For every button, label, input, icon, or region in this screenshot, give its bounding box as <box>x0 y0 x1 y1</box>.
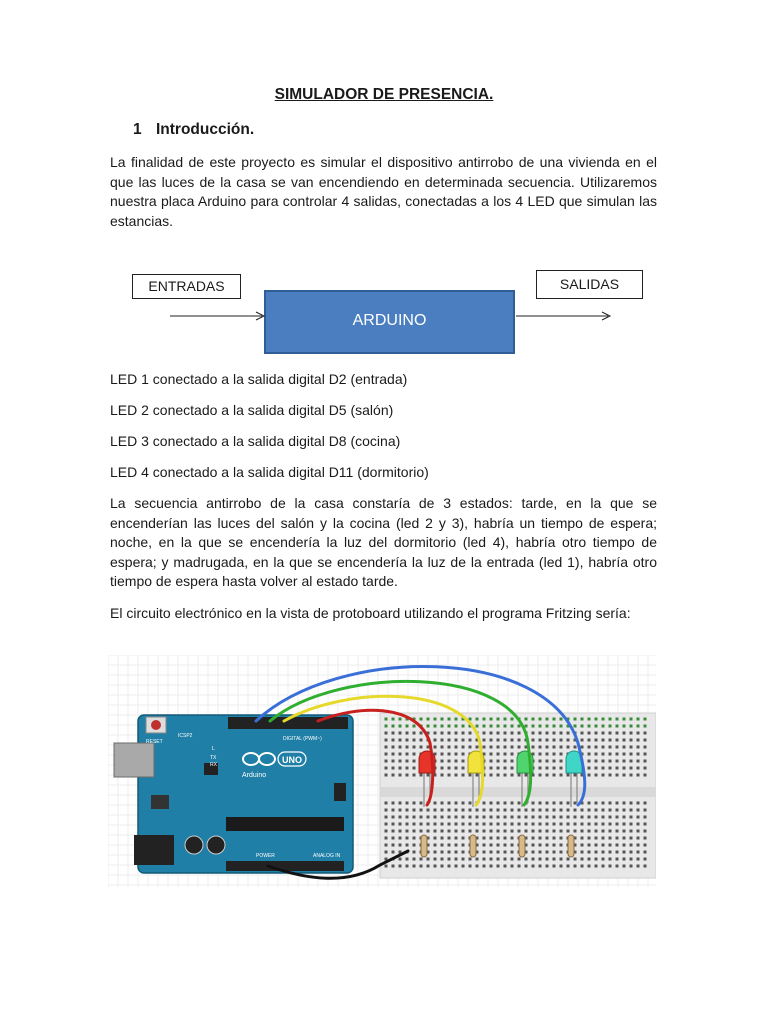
resistor-4 <box>568 835 574 857</box>
led-line-2: LED 2 conectado a la salida digital D5 (salón) <box>110 402 394 418</box>
resistor-3 <box>519 835 525 857</box>
crystal <box>151 795 169 809</box>
icsp-header <box>334 783 346 801</box>
sequence-paragraph: La secuencia antirrobo de la casa constaría de 3 estados: tarde, en la que se encenderían las luces del salón y la cocina (led 2 y 3), habría un tiempo de espera; noche, en la que se encendería la luz del dormitorio (led 4), habría otro tiempo de espera; y madrugada, en la que se encendería la luz de la entrada (led 1), habría otro tiempo de espera hasta volver al estado tarde. <box>110 495 657 590</box>
uno-logo-text: UNO <box>282 755 302 765</box>
section-heading <box>133 121 254 139</box>
outputs-box: SALIDAS <box>536 270 643 299</box>
tx-label: TX <box>210 755 217 761</box>
breadboard-figure <box>108 655 656 887</box>
document-title: SIMULADOR DE PRESENCIA. <box>274 86 494 103</box>
led-line-1: LED 1 conectado a la salida digital D2 (entrada) <box>110 371 408 387</box>
icsp-label: ICSP2 <box>178 733 193 739</box>
arduino-brand-text: Arduino <box>242 772 267 779</box>
analog-label: ANALOG IN <box>313 853 341 859</box>
power-jack <box>134 835 174 865</box>
section-number: 1 <box>133 121 142 138</box>
l-label: L <box>212 746 215 752</box>
inputs-box: ENTRADAS <box>132 274 241 299</box>
reset-button-cap <box>151 720 161 730</box>
led-line-4: LED 4 conectado a la salida digital D11 (dormitorio) <box>110 464 429 480</box>
digital-label: DIGITAL (PWM~) <box>283 736 322 742</box>
intro-paragraph: La finalidad de este proyecto es simular el dispositivo antirrobo de una vivienda en el que las luces de la casa se van encendiendo en determinada secuencia. Utilizaremos nuestra placa Arduino para controlar 4 salidas, conectadas a los 4 LED que simulan las estancias. <box>110 154 657 229</box>
circuit-paragraph: El circuito electrónico en la vista de protoboard utilizando el programa Fritzing sería: <box>110 605 631 621</box>
usb-connector <box>114 743 154 777</box>
section-title: Introducción. <box>156 121 255 138</box>
arduino-box: ARDUINO <box>264 290 515 354</box>
power-label: POWER <box>256 853 275 859</box>
output-arrow <box>514 309 614 323</box>
rx-label: RX <box>210 762 217 768</box>
led-line-3: LED 3 conectado a la salida digital D8 (cocina) <box>110 433 401 449</box>
power-analog-header <box>226 861 344 871</box>
reset-label: RESET <box>146 739 163 745</box>
input-arrow <box>168 309 268 323</box>
atmega-chip <box>226 817 344 831</box>
resistor-2 <box>470 835 476 857</box>
resistor-1 <box>421 835 427 857</box>
arduino-uno-board <box>114 715 353 873</box>
capacitor-1 <box>185 836 203 854</box>
capacitor-2 <box>207 836 225 854</box>
